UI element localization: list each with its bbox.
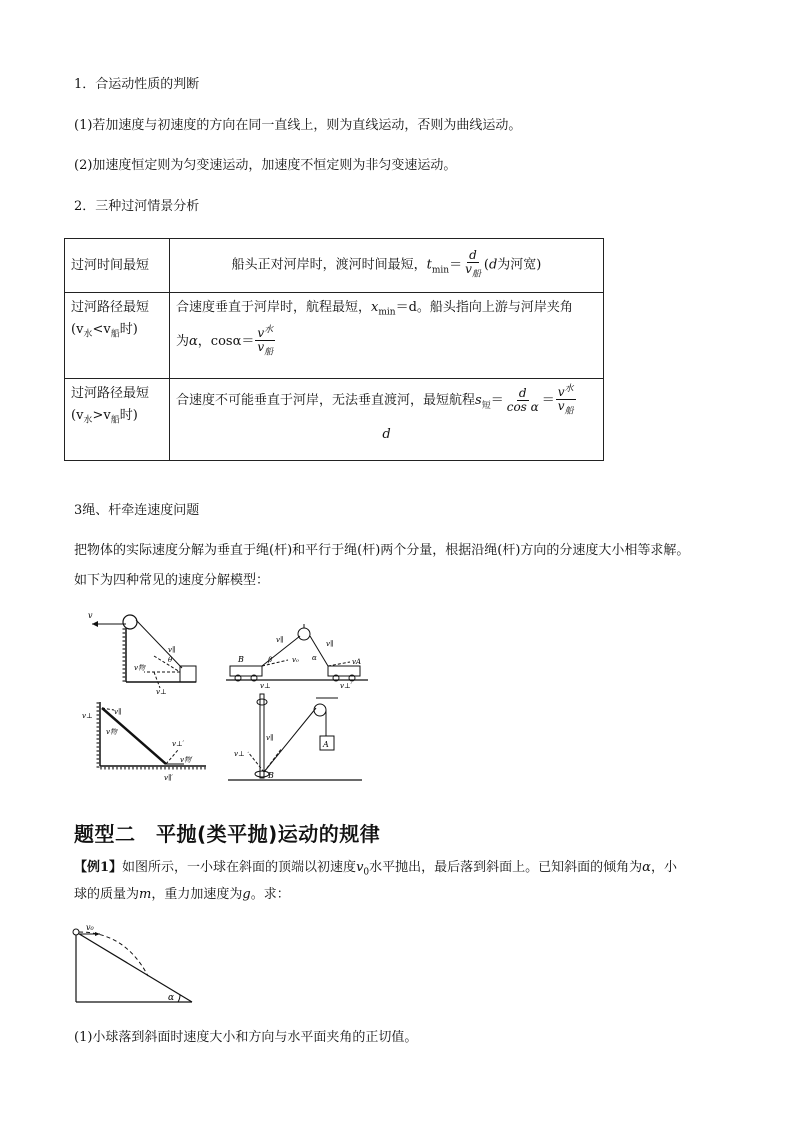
- table-cell-content: 船头正对河岸时，渡河时间最短，$t_{min}=$ $\frac{d}{v_船}$ (d为河宽): [170, 239, 604, 293]
- section-1-paragraph-1: (1)若加速度与初速度的方向在同一直线上，则为直线运动，否则为曲线运动。: [74, 118, 522, 133]
- question-1: (1)小球落到斜面时速度大小和方向与水平面夹角的正切值。: [74, 1030, 418, 1045]
- river-crossing-table: [64, 238, 604, 461]
- figure-pole-ring: [226, 692, 372, 788]
- label-v-perp-prime: v⊥′: [172, 740, 185, 748]
- table-cell-label: 过河路径最短 ($v_水>v_船$时): [65, 379, 170, 461]
- label-v: v: [88, 611, 93, 620]
- figure-two-carts: [224, 622, 370, 688]
- label-B: B: [268, 771, 274, 780]
- label-v-parallel-prime: v∥′: [164, 774, 173, 782]
- table-row: [65, 239, 604, 293]
- label-B: B: [238, 655, 244, 664]
- label-v-object: v物: [134, 664, 145, 672]
- label-A: A: [323, 740, 329, 749]
- section-1-title: 1．合运动性质的判断: [74, 77, 200, 92]
- label-v-perp: v⊥: [156, 688, 167, 696]
- fraction: $\frac{d}{\text{cos α}}$: [506, 386, 539, 415]
- label-v-object: v物: [106, 728, 117, 736]
- table-cell-content: 合速度垂直于河岸时，航程最短，$x_{min}=d$。船头指向上游与河岸夹角 为α，cosα＝ $\frac{v^水}{v_船}$: [170, 293, 604, 379]
- section-2-title: 2．三种过河情景分析: [74, 199, 200, 214]
- label-theta: θ: [168, 656, 173, 664]
- section-1-paragraph-2: (2)加速度恒定则为匀变速运动，加速度不恒定则为非匀变速运动。: [74, 158, 457, 173]
- fraction: $\frac{v^水}{v_船}$: [257, 324, 274, 357]
- example-line-2: 球的质量为m，重力加速度为g。求：: [74, 887, 290, 902]
- label-beta: β: [268, 656, 273, 664]
- label-v-perp-right: v⊥′: [340, 682, 353, 688]
- label-v0: v₀: [86, 923, 94, 932]
- label-v-parallel-left: v∥: [276, 636, 284, 644]
- label-v-perp: v⊥: [82, 712, 93, 720]
- label-v-object-prime: v物′: [180, 756, 193, 764]
- heading-type-2: 题型二 平抛(类平抛)运动的规律: [74, 822, 381, 846]
- section-3-paragraph-1: 把物体的实际速度分解为垂直于绳(杆)和平行于绳(杆)两个分量，根据沿绳(杆)方向的分速度大小相等求解。: [74, 543, 690, 558]
- label-alpha: α: [312, 654, 317, 662]
- fraction: $\frac{v^水}{v_船}$: [557, 384, 574, 417]
- figure-sliding-rod: [80, 700, 210, 792]
- table-row: [65, 293, 604, 379]
- label-vA: vA: [352, 658, 362, 666]
- section-3-paragraph-2: 如下为四种常见的速度分解模型：: [74, 573, 270, 588]
- label-v-parallel: v∥: [266, 734, 274, 742]
- label-v-parallel: v∥: [168, 646, 176, 654]
- table-cell-label: 过河时间最短: [65, 239, 170, 293]
- table-cell-label: 过河路径最短 ($v_水<v_船$时): [65, 293, 170, 379]
- section-3-title: 3绳、杆牵连速度问题: [74, 503, 200, 518]
- label-v0: v₀: [292, 656, 299, 664]
- figure-incline-projectile: [70, 922, 200, 1006]
- label-v-perp-left: v⊥: [260, 682, 271, 688]
- example-line-1: 【例1】如图所示，一小球在斜面的顶端以初速度$v_0$水平抛出，最后落到斜面上。已知斜面的倾角为α，小: [74, 860, 677, 878]
- fraction: $\frac{d}{v_船}$: [465, 248, 481, 280]
- table-row: [65, 379, 604, 461]
- figure-rope-pulley: [84, 600, 214, 696]
- label-v-parallel-right: v∥: [326, 640, 334, 648]
- table-cell-content: 合速度不可能垂直于河岸，无法垂直渡河，最短航程$s_短=$ $\frac{d}{\text{cos α}}$ ＝ $\frac{v^水}{v_船}$ d: [170, 379, 604, 461]
- label-alpha: α: [168, 993, 175, 1003]
- label-v-perp: v⊥: [234, 750, 245, 758]
- label-v-parallel: v∥: [114, 708, 122, 716]
